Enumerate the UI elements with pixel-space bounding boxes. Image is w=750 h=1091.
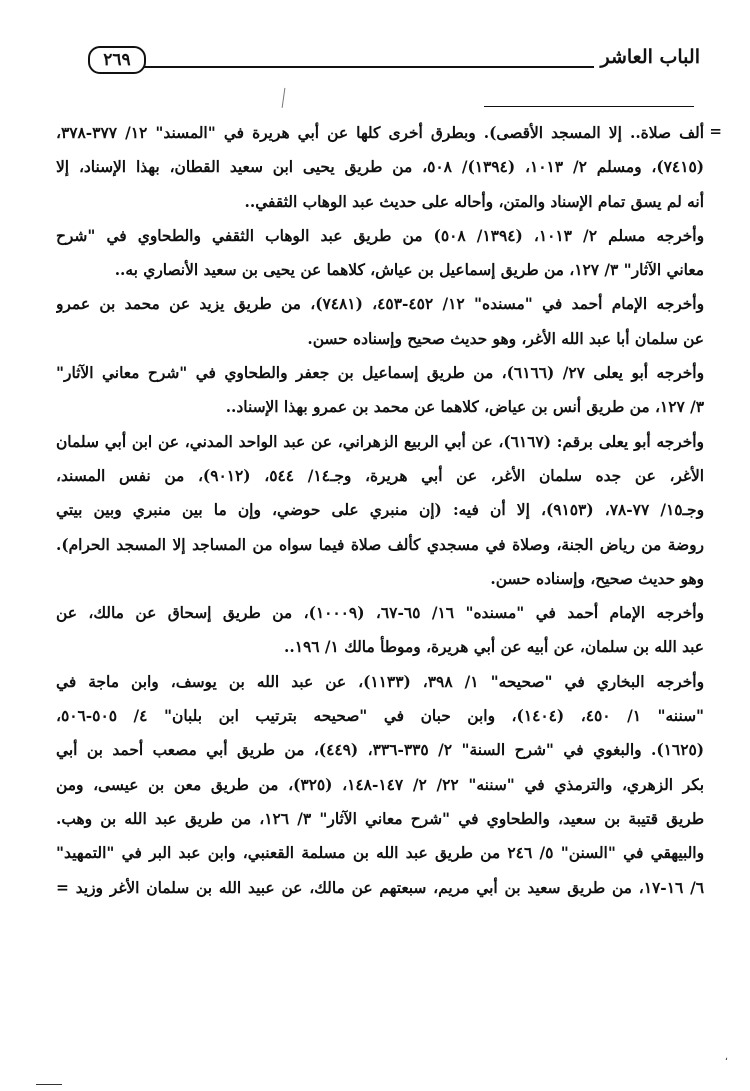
footnote-separator xyxy=(484,106,694,107)
text-line: معاني الآثار" ٣/ ١٢٧، من طريق إسماعيل بن عياش، كلاهما عن يحيى بن سعيد الأنصاري به.. xyxy=(114,261,704,280)
text-line: عبد الله بن سلمان، عن أبيه عن أبي هريرة، وموطأ مالك ١/ ١٩٦.. xyxy=(283,638,704,657)
text-line: وأخرجه مسلم ٢/ ١٠١٣، (١٣٩٤/ ٥٠٨) من طريق عبد الوهاب الثقفي والطحاوي في "شرح xyxy=(56,226,704,245)
text-line: وأخرجه الإمام أحمد في "مسنده" ١٢/ ٤٥٢-٤٥٣، (٧٤٨١)، من طريق يزيد عن محمد بن عمرو xyxy=(56,295,704,314)
text-line: وأخرجه البخاري في "صحيحه" ١/ ٣٩٨، (١١٣٣)، عن عبد الله بن يوسف، وابن ماجة في xyxy=(56,672,704,691)
page-number: ٢٦٩ xyxy=(88,46,146,74)
scan-edge-mark xyxy=(36,1084,62,1085)
stray-pen-mark xyxy=(282,88,288,108)
text-line: (٧٤١٥)، ومسلم ٢/ ١٠١٣، (١٣٩٤)/ ٥٠٨، من طريق يحيى ابن سعيد القطان، بهذا الإسناد، إلا xyxy=(56,158,704,177)
page-header xyxy=(84,44,700,78)
scan-speck: ، xyxy=(724,1052,728,1063)
text-line: بكر الزهري، والترمذي في "سننه" ٢٢/ ٢/ ١٤٧-١٤٨، (٣٢٥)، من طريق معن بن عيسى، ومن xyxy=(56,775,704,794)
text-line: أنه لم يسق تمام الإسناد والمتن، وأحاله على حديث عبد الوهاب الثقفي.. xyxy=(244,192,704,211)
text-line: وجـ١٥/ ٧٧-٧٨، (٩١٥٣)، إلا أن فيه: (إن منبري على حوضي، وإن ما بين منبري وبين بيتي xyxy=(56,501,704,520)
chapter-title: الباب العاشر xyxy=(600,46,700,68)
continuation-marker: = xyxy=(709,122,722,140)
text-line: ٦/ ١٦-١٧، من طريق سعيد بن أبي مريم، سبعتهم عن مالك، عن عبيد الله بن سلمان الأغر وزيد = xyxy=(56,878,704,897)
text-line: وأخرجه أبو يعلى برقم: (٦١٦٧)، عن أبي الربيع الزهراني، عن عبد الواحد المدني، عن ابن أبي سلمان xyxy=(56,432,704,451)
header-rule xyxy=(144,66,594,68)
text-line: ألف صلاة.. إلا المسجد الأقصى). وبطرق أخرى كلها عن أبي هريرة في "المسند" ١٢/ ٣٧٧-٣٧٨، xyxy=(56,124,704,142)
text-line: وهو حديث صحيح، وإسناده حسن. xyxy=(490,569,704,588)
text-line: روضة من رياض الجنة، وصلاة في مسجدي كألف صلاة فيما سواه من المساجد إلا المسجد الحرام). xyxy=(56,535,704,554)
footnote-text xyxy=(56,116,704,905)
text-line: "سننه" ١/ ٤٥٠، (١٤٠٤)، وابن حبان في "صحيحه بترتيب ابن بلبان" ٤/ ٥٠٥-٥٠٦، xyxy=(56,707,704,726)
text-line: وأخرجه الإمام أحمد في "مسنده" ١٦/ ٦٥-٦٧، (١٠٠٠٩)، من طريق إسحاق عن مالك، عن xyxy=(56,604,704,623)
text-line: والبيهقي في "السنن" ٥/ ٢٤٦ من طريق عبد الله بن مسلمة القعنبي، وابن عبد البر في "التمهيد" xyxy=(56,844,704,863)
text-line: ٣/ ١٢٧، من طريق أنس بن عياض، كلاهما عن محمد بن عمرو بهذا الإسناد.. xyxy=(225,398,704,417)
text-line: عن سلمان أبا عبد الله الأغر، وهو حديث صحيح وإسناده حسن. xyxy=(307,329,704,348)
text-line: وأخرجه أبو يعلى ٢٧/ (٦١٦٦)، من طريق إسماعيل بن جعفر والطحاوي في "شرح معاني الآثار" xyxy=(56,364,704,383)
text-line: (١٦٢٥). والبغوي في "شرح السنة" ٢/ ٣٣٥-٣٣٦، (٤٤٩)، من طريق أبي مصعب أحمد بن أبي xyxy=(56,741,704,760)
text-line: طريق قتيبة بن سعيد، والطحاوي في "شرح معاني الآثار" ٣/ ١٢٦، من طريق عبد الله بن وهب. xyxy=(56,809,704,828)
text-line: الأغر، عن جده سلمان الأغر، عن أبي هريرة، وجـ١٤/ ٥٤٤، (٩٠١٢)، من نفس المسند، xyxy=(56,466,704,485)
